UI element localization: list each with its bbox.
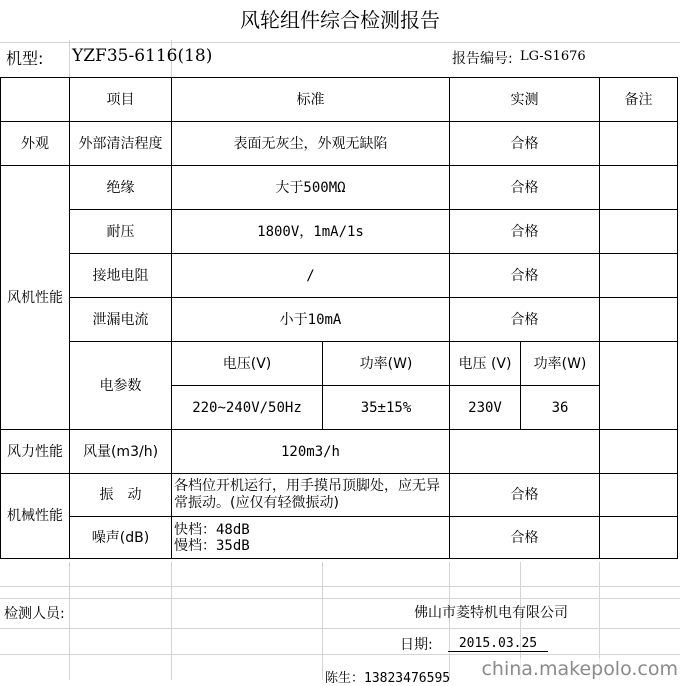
std-voltage: 220~240V/50Hz (172, 386, 323, 430)
fan-remark (600, 298, 678, 342)
report-no-value: LG-S1676 (520, 49, 586, 64)
noise-standard (172, 517, 450, 559)
noise-result: 合格 (450, 517, 600, 559)
fan-remark (600, 166, 678, 210)
electrical-item: 电参数 (70, 342, 172, 430)
fan-standard: 大于500MΩ (172, 166, 450, 210)
std-power: 35±15% (323, 386, 450, 430)
fan-remark (600, 254, 678, 298)
appearance-item: 外部清洁程度 (70, 122, 172, 166)
table-row (1, 298, 678, 342)
table-row (1, 254, 678, 298)
model-label: 机型: (6, 49, 44, 68)
table-row (1, 210, 678, 254)
appearance-remark (600, 122, 678, 166)
fan-standard: / (172, 254, 450, 298)
wind-item: 风量(m3/h) (70, 430, 172, 474)
header-measured: 实测 (450, 78, 600, 122)
meas-power: 36 (521, 386, 600, 430)
appearance-standard: 表面无灰尘，外观无缺陷 (172, 122, 450, 166)
watermark: china.makepolo.com (481, 658, 678, 680)
noise-fast: 快档：48dB (174, 521, 250, 538)
electrical-label-row (1, 342, 678, 386)
meas-voltage-label: 电压 (V) (450, 342, 521, 386)
report-no-label: 报告编号: (452, 51, 513, 67)
std-power-label: 功率(W) (323, 342, 450, 386)
fan-result: 合格 (450, 210, 600, 254)
fan-remark (600, 210, 678, 254)
inspector-label: 检测人员: (4, 606, 65, 622)
header-item: 项目 (70, 78, 172, 122)
vibration-item: 振 动 (70, 474, 172, 517)
company-name: 佛山市菱特机电有限公司 (414, 605, 568, 621)
fan-category: 风机性能 (1, 166, 70, 430)
fan-item: 耐压 (70, 210, 172, 254)
electrical-remark (600, 342, 678, 430)
meas-voltage: 230V (450, 386, 521, 430)
wind-result (450, 430, 600, 474)
vibration-row (1, 474, 678, 517)
report-table (0, 77, 678, 559)
wind-category: 风力性能 (1, 430, 70, 474)
contact: 陈生：13823476595 (325, 671, 451, 686)
fan-result: 合格 (450, 166, 600, 210)
fan-item: 接地电阻 (70, 254, 172, 298)
fan-standard: 1800V，1mA/1s (172, 210, 450, 254)
header-blank (1, 78, 70, 122)
mechanical-category: 机械性能 (1, 474, 70, 559)
header-standard: 标准 (172, 78, 450, 122)
noise-slow: 慢档：35dB (174, 537, 250, 554)
date-label: 日期: (400, 637, 433, 653)
std-voltage-label: 电压(V) (172, 342, 323, 386)
fan-item: 泄漏电流 (70, 298, 172, 342)
appearance-category: 外观 (1, 122, 70, 166)
date-value: 2015.03.25 (448, 636, 548, 652)
wind-remark (600, 430, 678, 474)
report-title: 风轮组件综合检测报告 (240, 8, 440, 32)
noise-row (1, 517, 678, 559)
vibration-standard: 各档位开机运行，用手摸吊顶脚处，应无异常振动。(应仅有轻微振动) (172, 474, 450, 517)
fan-item: 绝缘 (70, 166, 172, 210)
fan-result: 合格 (450, 254, 600, 298)
model-value: YZF35-6116(18) (72, 46, 213, 66)
vibration-result: 合格 (450, 474, 600, 517)
noise-remark (600, 517, 678, 559)
meas-power-label: 功率(W) (521, 342, 600, 386)
wind-standard: 120m3/h (172, 430, 450, 474)
fan-result: 合格 (450, 298, 600, 342)
vibration-remark (600, 474, 678, 517)
appearance-result: 合格 (450, 122, 600, 166)
wind-row (1, 430, 678, 474)
noise-item: 噪声(dB) (70, 517, 172, 559)
appearance-row (1, 122, 678, 166)
table-row (1, 166, 678, 210)
header-row (1, 78, 678, 122)
header-remark: 备注 (600, 78, 678, 122)
fan-standard: 小于10mA (172, 298, 450, 342)
